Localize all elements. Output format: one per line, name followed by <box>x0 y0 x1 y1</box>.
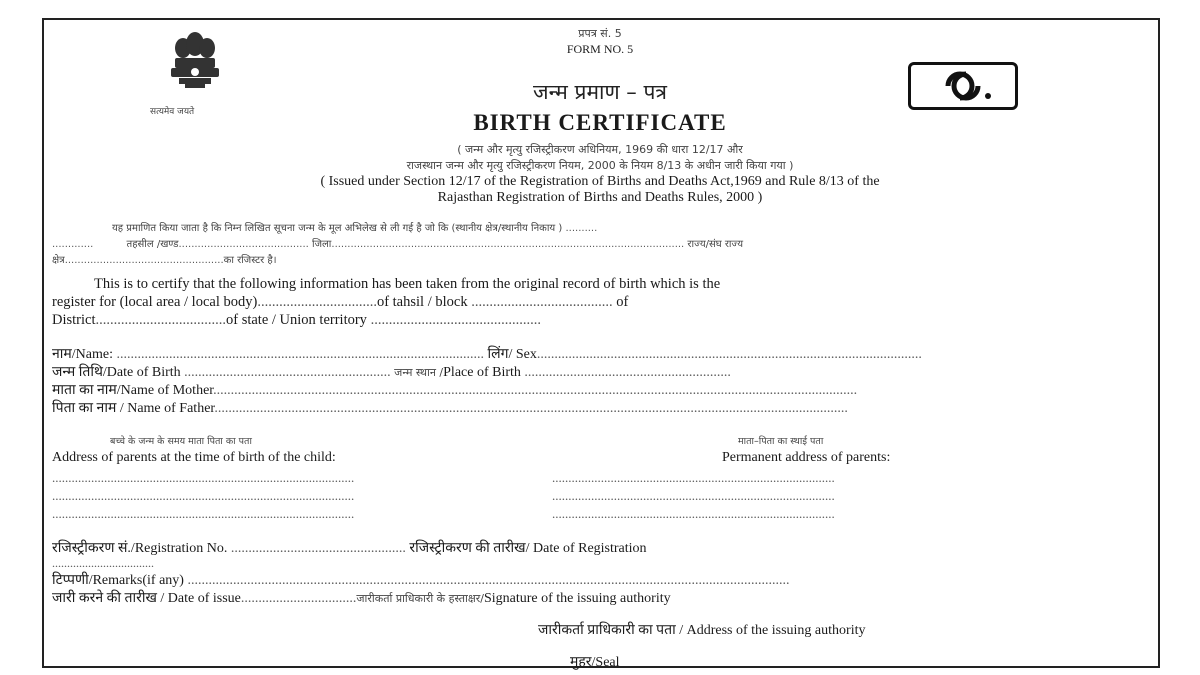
remarks-row: टिप्पणी/Remarks(if any) ............................................................................................................................................................................ <box>52 573 790 588</box>
issue-date-row: जारी करने की तारीख / Date of issue.................................जारीकर्ता प्राधिकारी के हस्ताक्षर/Signature of the issuing authority <box>52 591 671 606</box>
field-father: पिता का नाम / Name of Father..................................................................................................................................................................................... <box>52 401 848 416</box>
registration-no-row: रजिस्ट्रीकरण सं./Registration No. .................................................. रजिस्ट्रीकरण की तारीख/ Date of Registration <box>52 541 647 556</box>
issuing-authority-address: जारीकर्ता प्राधिकारी का पता / Address of the issuing authority <box>538 623 866 638</box>
field-name: नाम/Name: ......................................................................................................... लिंग/ Sex.............................................................................................................. <box>52 347 922 362</box>
intro-hindi-line-2: ............. तहसील /खण्ड......................................... जिला............................................................................................................... राज्य/संघ राज्य <box>52 239 744 250</box>
registration-date: रजिस्ट्रीकरण की तारीख/ Date of Registration <box>409 541 647 556</box>
field-mother: माता का नाम/Name of Mother........................................................................................................................................................................................ <box>52 383 858 398</box>
issued-hindi-line-2: राजस्थान जन्म और मृत्यु रजिस्ट्रीकरण नियम, 2000 के नियम 8/13 के अधीन जारी किया गया ) <box>406 159 794 172</box>
field-sex: लिंग/ Sex <box>487 347 537 362</box>
form-no-hindi: प्रपत्र सं. 5 <box>578 27 622 40</box>
field-place-of-birth: Place of Birth <box>443 365 521 380</box>
address-right-line: ....................................................................................... <box>552 470 835 485</box>
address-left-line: ............................................................................................. <box>52 470 355 485</box>
seal-label: मुहर/Seal <box>570 655 620 670</box>
registration-date-line: .................................. <box>52 556 154 570</box>
emblem-caption: सत्यमेव जयते <box>150 107 195 117</box>
address-right-hindi: माता–पिता का स्थाई पता <box>738 436 824 447</box>
address-right-line: ....................................................................................... <box>552 506 835 521</box>
address-left-line: ............................................................................................. <box>52 506 355 521</box>
intro-english-line-3: District....................................of state / Union territory ............................................... <box>52 312 541 328</box>
page-title: BIRTH CERTIFICATE <box>473 110 727 135</box>
issued-english-line-2: Rajasthan Registration of Births and Deaths Rules, 2000 ) <box>437 190 763 205</box>
intro-hindi-line-1: यह प्रमाणित किया जाता है कि निम्न लिखित सूचना जन्म के मूल अभिलेख से ली गई है जो कि (स्थानीय क्षेत्र/स्थानीय निकाय ) .......... <box>112 223 598 234</box>
issued-hindi-line-1: ( जन्म और मृत्यु रजिस्ट्रीकरण अधिनियम, 1969 की धारा 12/17 और <box>457 143 743 156</box>
field-dob: जन्म तिथि/Date of Birth ........................................................... जन्म स्थान /Place of Birth ........................................................... <box>52 365 731 380</box>
address-right-line: ....................................................................................... <box>552 488 835 503</box>
address-left-label: Address of parents at the time of birth of the child: <box>52 450 336 465</box>
title-hindi: जन्म प्रमाण – पत्र <box>533 80 667 104</box>
intro-english-line-1: This is to certify that the following information has been taken from the original record of birth which is the <box>94 276 721 292</box>
address-left-line: ............................................................................................. <box>52 488 355 503</box>
address-right-label: Permanent address of parents: <box>722 450 891 465</box>
address-left-hindi: बच्चे के जन्म के समय माता पिता का पता <box>110 436 252 447</box>
intro-hindi-line-3: क्षेत्र..................................................का रजिस्टर है। <box>52 255 277 266</box>
intro-english-line-2: register for (local area / local body).................................of tahsil / block ....................................... of <box>52 294 629 310</box>
signature-label: Signature of the issuing authority <box>483 591 671 606</box>
issued-english-line-1: ( Issued under Section 12/17 of the Registration of Births and Deaths Act,1969 and Rule 8/13 of the <box>320 174 880 189</box>
form-no: FORM NO. 5 <box>566 42 634 56</box>
